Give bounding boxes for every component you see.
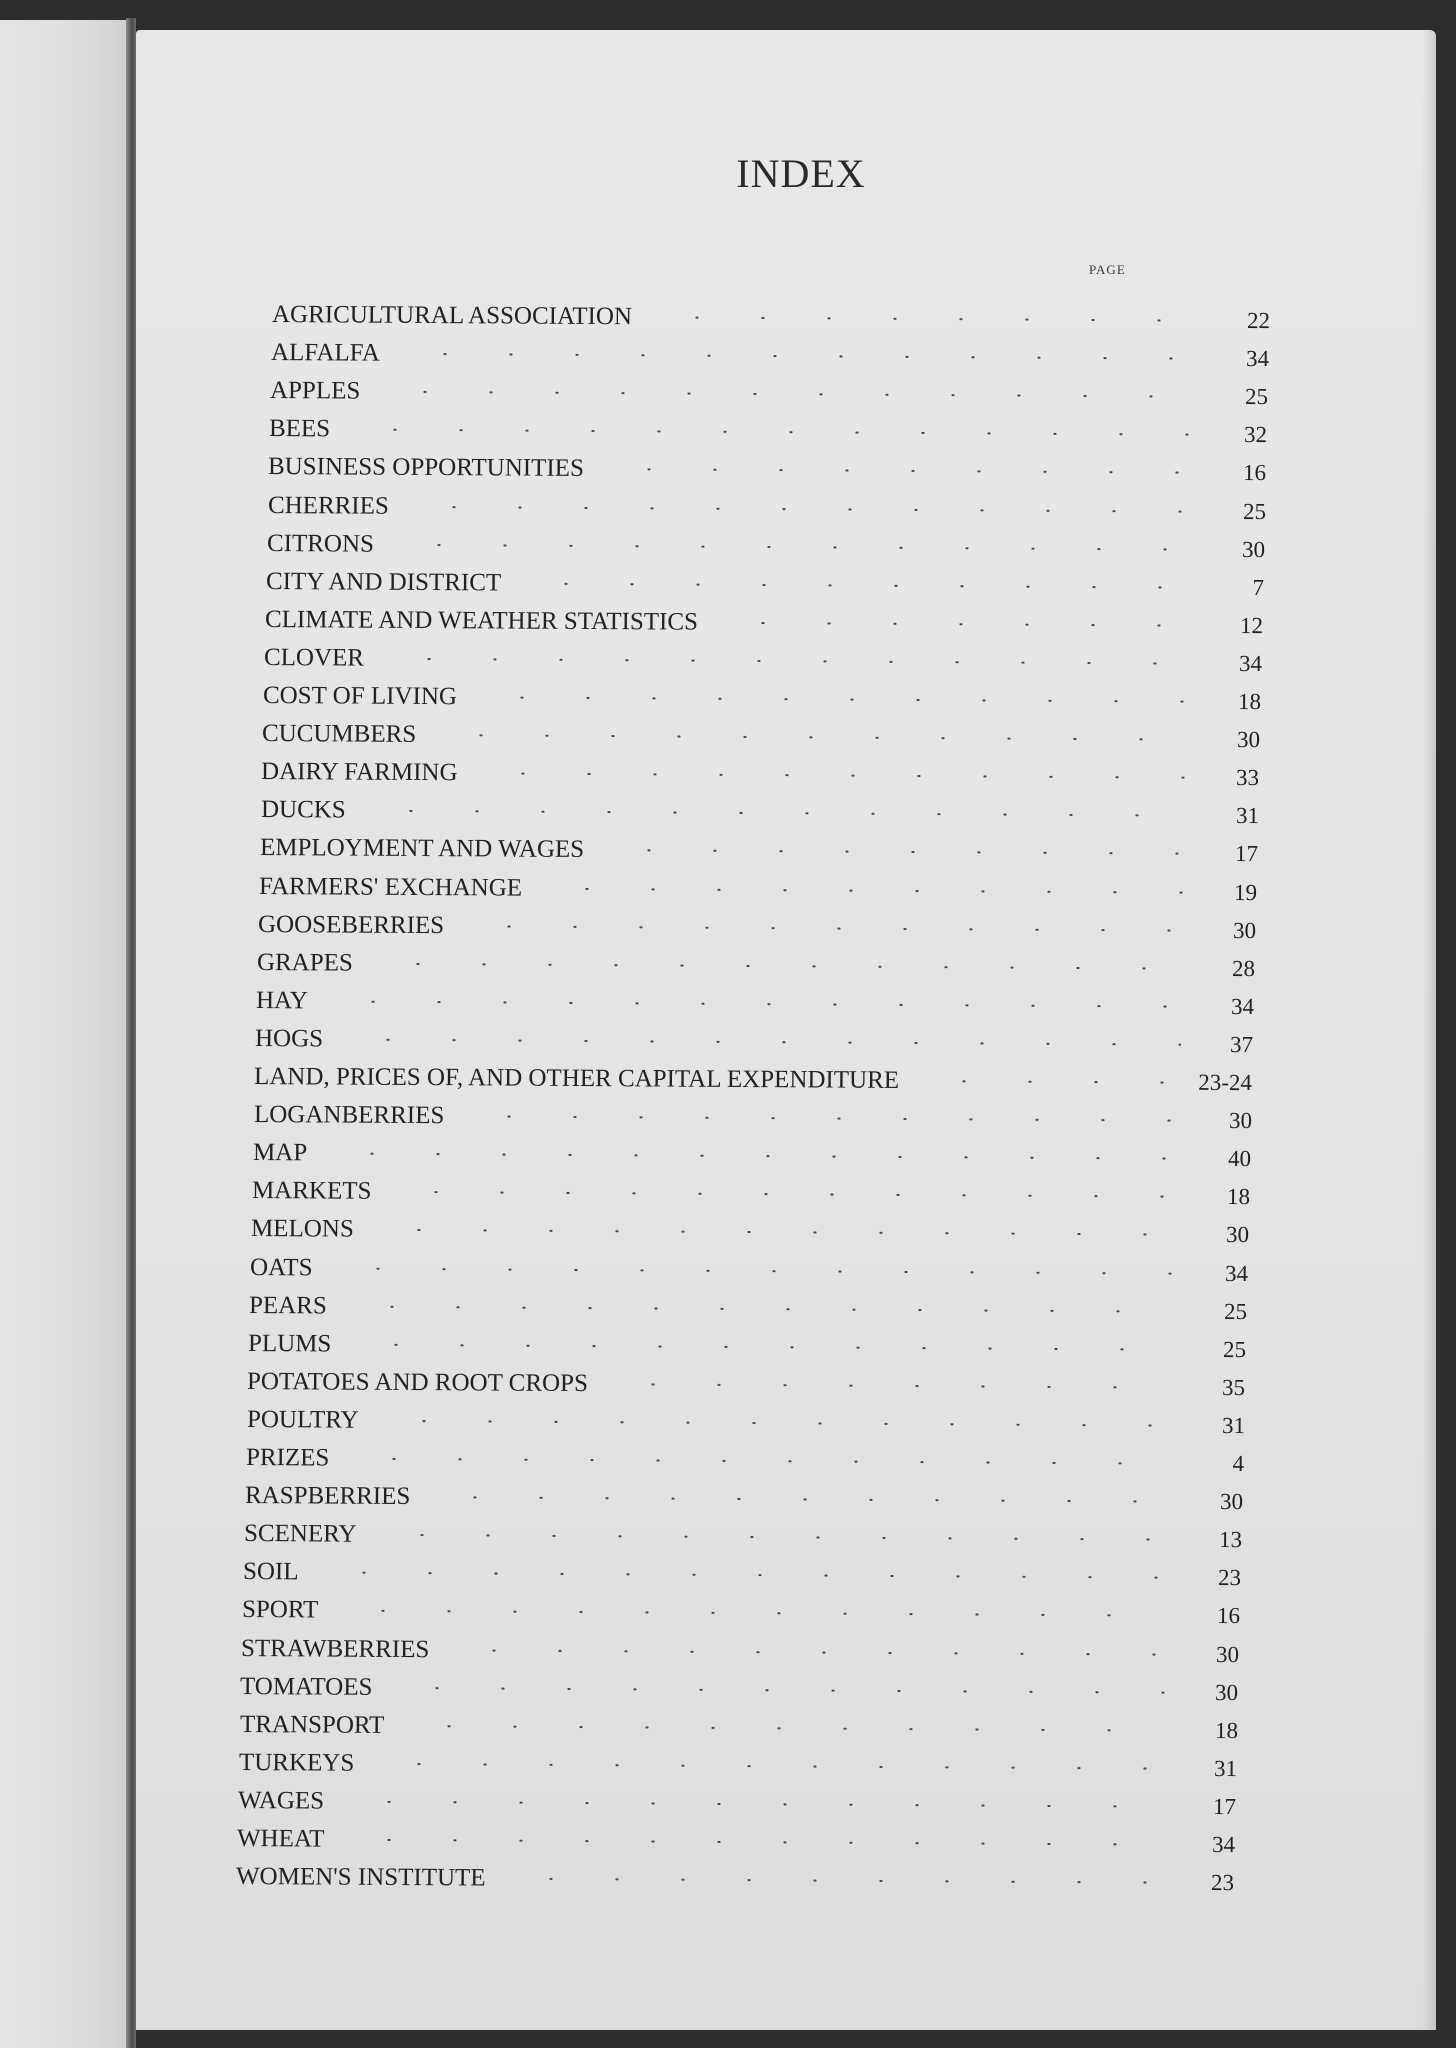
index-entry-label: AGRICULTURAL ASSOCIATION bbox=[271, 301, 633, 331]
index-entry-page: 32 bbox=[1244, 422, 1268, 448]
index-entry bbox=[243, 1557, 1241, 1593]
dot-leader bbox=[376, 658, 1190, 665]
index-entry bbox=[259, 872, 1257, 908]
index-entry-label: MARKETS bbox=[251, 1177, 372, 1206]
index-entry-page: 34 bbox=[1246, 346, 1270, 372]
page-title: INDEX bbox=[736, 151, 866, 196]
dot-leader bbox=[596, 468, 1194, 474]
dot-leader bbox=[456, 925, 1184, 931]
index-entry-label: DAIRY FARMING bbox=[261, 758, 459, 787]
dot-leader bbox=[370, 1420, 1172, 1427]
dot-leader bbox=[534, 887, 1185, 893]
index-entry bbox=[266, 567, 1264, 603]
index-entry-label: GRAPES bbox=[256, 948, 354, 977]
index-entry bbox=[269, 414, 1267, 450]
index-entry-page: 18 bbox=[1226, 1184, 1250, 1210]
dot-leader bbox=[366, 1763, 1165, 1770]
index-entry-label: WOMEN'S INSTITUTE bbox=[235, 1863, 486, 1892]
index-entry bbox=[248, 1329, 1246, 1365]
index-entry bbox=[246, 1405, 1244, 1441]
dot-leader bbox=[357, 810, 1186, 817]
dot-leader bbox=[392, 353, 1197, 360]
dot-leader bbox=[335, 1038, 1181, 1045]
index-entry-label: CITRONS bbox=[266, 529, 374, 558]
index-entry-label: CLOVER bbox=[264, 643, 365, 672]
index-entry-label: CHERRIES bbox=[267, 491, 389, 520]
index-entry-label: TRANSPORT bbox=[239, 1710, 384, 1739]
index-entry-page: 28 bbox=[1231, 955, 1256, 981]
index-entry-page: 34 bbox=[1211, 1831, 1235, 1858]
index-entry-page: 33 bbox=[1236, 765, 1260, 791]
dot-leader bbox=[339, 1305, 1175, 1312]
index-entry bbox=[239, 1710, 1237, 1746]
index-entry-label: POTATOES AND ROOT CROPS bbox=[247, 1367, 589, 1397]
dot-leader bbox=[498, 1878, 1162, 1884]
index-entry-page: 16 bbox=[1217, 1603, 1241, 1629]
dot-leader bbox=[429, 734, 1189, 741]
index-entry bbox=[260, 833, 1258, 869]
index-entry-label: TOMATOES bbox=[240, 1672, 373, 1701]
index-entry-page: 23-24 bbox=[1198, 1069, 1253, 1096]
dot-leader bbox=[456, 1115, 1180, 1121]
dot-leader bbox=[341, 1458, 1172, 1465]
index-entry-label: APPLES bbox=[270, 377, 361, 405]
index-entry bbox=[257, 948, 1255, 984]
dot-leader bbox=[386, 543, 1193, 550]
index-entry-page: 25 bbox=[1223, 1336, 1247, 1362]
index-entry bbox=[260, 795, 1258, 831]
dot-leader bbox=[365, 962, 1183, 969]
index-entry-label: EMPLOYMENT AND WAGES bbox=[259, 834, 584, 864]
index-entry-label: CITY AND DISTRICT bbox=[265, 567, 502, 597]
index-entry-page: 25 bbox=[1224, 1298, 1248, 1324]
index-entry bbox=[268, 452, 1266, 488]
index-entry-page: 31 bbox=[1221, 1412, 1245, 1438]
index-entry bbox=[249, 1291, 1247, 1327]
index-entry bbox=[263, 681, 1261, 717]
index-entry bbox=[236, 1862, 1234, 1898]
index-entry-page: 7 bbox=[1252, 574, 1264, 600]
page-column-header: PAGE bbox=[1089, 262, 1126, 277]
index-entry-page: 16 bbox=[1243, 460, 1267, 486]
index-entry bbox=[252, 1176, 1250, 1212]
index-entry-label: MELONS bbox=[250, 1215, 354, 1244]
index-entry-page: 30 bbox=[1237, 727, 1261, 753]
index-entry-label: DUCKS bbox=[260, 796, 346, 824]
index-entry-page: 22 bbox=[1246, 307, 1271, 334]
dot-leader bbox=[336, 1839, 1163, 1846]
index-entry bbox=[268, 491, 1266, 527]
index-entry-label: HOGS bbox=[255, 1024, 324, 1053]
index-entry-page: 30 bbox=[1225, 1222, 1249, 1248]
index-entry-label: SPORT bbox=[242, 1596, 319, 1624]
dot-leader bbox=[596, 849, 1186, 855]
dot-leader bbox=[368, 1534, 1169, 1541]
index-entry-page: 30 bbox=[1232, 917, 1256, 943]
index-entry-page: 30 bbox=[1216, 1641, 1240, 1667]
dot-leader bbox=[383, 1191, 1178, 1198]
index-entry-page: 30 bbox=[1219, 1489, 1243, 1515]
dot-leader bbox=[469, 696, 1189, 702]
index-entry bbox=[245, 1481, 1243, 1517]
index-entry-label: STRAWBERRIES bbox=[241, 1634, 430, 1663]
index-entry-page: 13 bbox=[1218, 1527, 1242, 1553]
index-entry-label: RASPBERRIES bbox=[244, 1482, 411, 1511]
index-entry-page: 31 bbox=[1213, 1755, 1237, 1781]
index-entry-label: PLUMS bbox=[248, 1329, 332, 1358]
index-entry bbox=[261, 757, 1259, 793]
index-entry bbox=[242, 1595, 1240, 1631]
index-entry-page: 17 bbox=[1234, 841, 1258, 867]
index-entry-label: WHEAT bbox=[236, 1825, 325, 1853]
index-entry bbox=[264, 643, 1262, 679]
index-entry bbox=[267, 529, 1265, 565]
index-entry bbox=[272, 300, 1270, 336]
index-entry-label: ALFALFA bbox=[271, 339, 381, 367]
index-entry-label: CUCUMBERS bbox=[262, 720, 417, 749]
dot-leader bbox=[710, 622, 1191, 627]
index-entry-label: BEES bbox=[269, 415, 331, 443]
index-entry bbox=[250, 1253, 1248, 1289]
dot-leader bbox=[342, 429, 1195, 436]
index-entry-page: 23 bbox=[1210, 1870, 1235, 1896]
index-entry bbox=[244, 1519, 1242, 1555]
index-entry-label: FARMERS' EXCHANGE bbox=[258, 872, 523, 902]
index-entry-label: LOGANBERRIES bbox=[253, 1101, 444, 1130]
index-entry bbox=[237, 1824, 1235, 1860]
dot-leader bbox=[325, 1267, 1176, 1274]
index-entry-page: 17 bbox=[1212, 1793, 1236, 1819]
index-entry-label: POULTRY bbox=[246, 1405, 359, 1434]
index-entry-page: 23 bbox=[1217, 1565, 1242, 1591]
dot-leader bbox=[513, 582, 1192, 588]
index-entry-label: SOIL bbox=[242, 1558, 299, 1586]
index-entry bbox=[262, 719, 1260, 755]
index-entry bbox=[246, 1443, 1244, 1479]
index-entry-page: 25 bbox=[1245, 384, 1269, 410]
index-entry-label: CLIMATE AND WEATHER STATISTICS bbox=[264, 605, 699, 636]
index-entry bbox=[239, 1748, 1237, 1784]
index-entry-page: 30 bbox=[1215, 1679, 1239, 1705]
index-entry-label: TURKEYS bbox=[238, 1748, 355, 1777]
dot-leader bbox=[330, 1610, 1168, 1617]
index-entry bbox=[270, 376, 1268, 412]
index-entry-page: 35 bbox=[1222, 1374, 1246, 1400]
index-entry-page: 30 bbox=[1241, 536, 1265, 562]
index-entry bbox=[254, 1062, 1252, 1098]
index-entry-page: 30 bbox=[1228, 1108, 1252, 1134]
index-entry-page: 12 bbox=[1239, 612, 1264, 638]
dot-leader bbox=[373, 391, 1197, 398]
index-entry-page: 31 bbox=[1235, 803, 1259, 829]
index-entry bbox=[258, 910, 1256, 946]
index-entry-label: HAY bbox=[256, 986, 309, 1015]
dot-leader bbox=[912, 1080, 1181, 1084]
dot-leader bbox=[400, 505, 1193, 512]
index-entry-label: LAND, PRICES OF, AND OTHER CAPITAL EXPENDITURE bbox=[254, 1063, 900, 1094]
index-entry-page: 40 bbox=[1227, 1146, 1251, 1172]
index-entry bbox=[253, 1138, 1251, 1174]
index-entry-page: 4 bbox=[1232, 1451, 1244, 1477]
index-entry bbox=[271, 338, 1269, 374]
dot-leader bbox=[644, 316, 1198, 321]
index-entry bbox=[255, 1024, 1253, 1060]
index-entry-label: WAGES bbox=[237, 1786, 324, 1815]
dot-leader bbox=[396, 1725, 1166, 1732]
index-entry-page: 34 bbox=[1239, 650, 1263, 676]
index-entry-label: COST OF LIVING bbox=[263, 682, 458, 711]
dot-leader bbox=[600, 1383, 1173, 1389]
index-entry bbox=[251, 1214, 1249, 1250]
index-entry-label: PEARS bbox=[249, 1291, 328, 1320]
dot-leader bbox=[385, 1686, 1167, 1693]
index-entry-page: 18 bbox=[1214, 1717, 1238, 1743]
index-entry-label: GOOSEBERRIES bbox=[257, 910, 445, 939]
index-entry-label: OATS bbox=[249, 1253, 313, 1281]
index-entry-page: 19 bbox=[1233, 879, 1257, 905]
index-entry-page: 34 bbox=[1231, 993, 1255, 1019]
index-entry bbox=[265, 605, 1263, 641]
index-entry-label: PRIZES bbox=[245, 1444, 330, 1472]
index-entry bbox=[240, 1672, 1238, 1708]
index-entry-page: 37 bbox=[1230, 1031, 1254, 1057]
index-entry-label: MAP bbox=[252, 1139, 307, 1167]
dot-leader bbox=[311, 1572, 1169, 1579]
index-entry-page: 18 bbox=[1238, 688, 1262, 715]
dot-leader bbox=[319, 1153, 1179, 1160]
index-entry-page: 25 bbox=[1242, 498, 1266, 524]
dot-leader bbox=[336, 1800, 1164, 1807]
index-entry-label: SCENERY bbox=[243, 1520, 357, 1548]
dot-leader bbox=[344, 1343, 1175, 1350]
dot-leader bbox=[422, 1496, 1171, 1503]
index-entry bbox=[247, 1367, 1245, 1403]
dot-leader bbox=[442, 1649, 1168, 1655]
index-entry-page: 34 bbox=[1224, 1260, 1249, 1286]
index-entry bbox=[256, 986, 1254, 1022]
dot-leader bbox=[320, 1000, 1182, 1007]
index-entry bbox=[241, 1634, 1239, 1670]
index-entry-label: BUSINESS OPPORTUNITIES bbox=[268, 453, 585, 483]
dot-leader bbox=[470, 772, 1187, 778]
dot-leader bbox=[366, 1229, 1177, 1236]
index-entry bbox=[253, 1100, 1251, 1136]
index-entry bbox=[238, 1786, 1236, 1822]
